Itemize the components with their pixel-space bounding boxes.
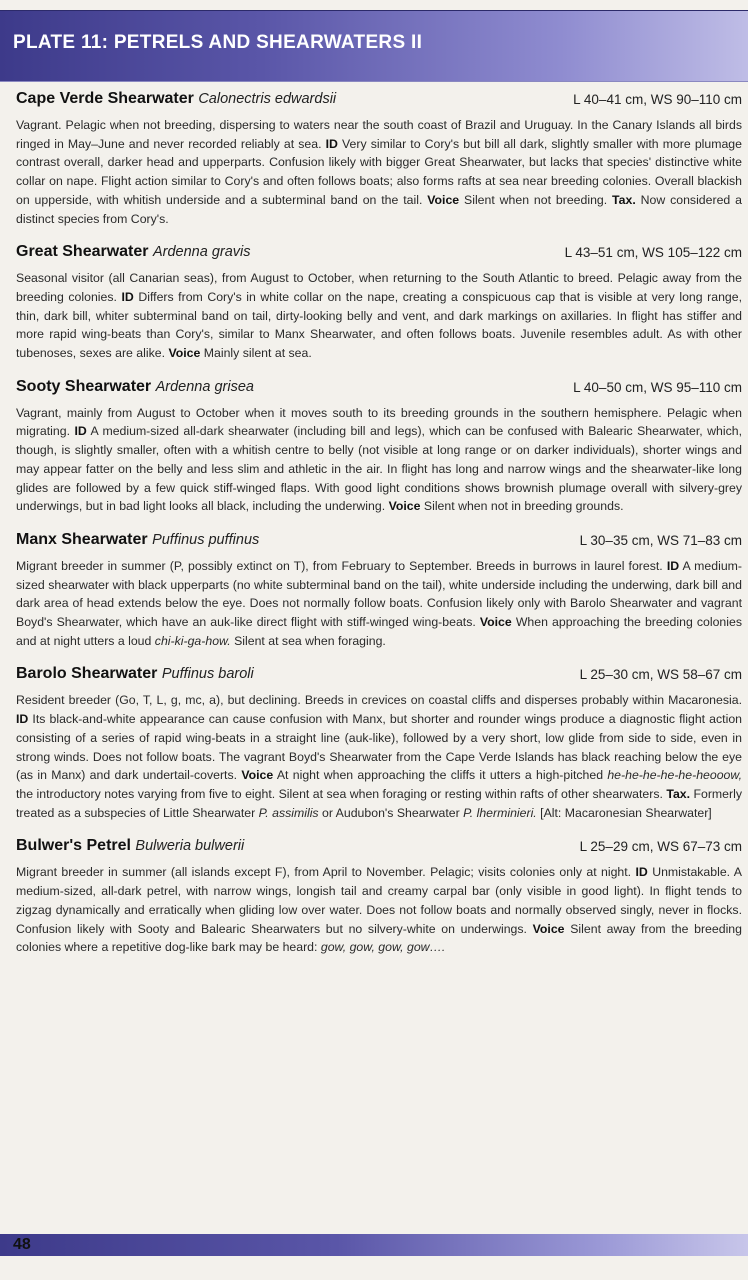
- species-entry-bulwers-petrel: [16, 837, 742, 957]
- status-text: Resident breeder (Go, T, L, g, mc, a), but declining. Breeds in crevices on coastal cliffs and disperses probably within Macaronesia.: [16, 693, 742, 708]
- id-label: ID: [74, 424, 87, 439]
- voice-text: Silent away from the breeding colonies where a repetitive dog-like bark may be heard:: [16, 921, 742, 955]
- voice-call: he-he-he-he-he-heooow,: [607, 768, 743, 783]
- species-heading: [16, 837, 742, 859]
- species-measurements: L 25–30 cm, WS 58–67 cm: [579, 667, 742, 683]
- tax-label: Tax.: [666, 786, 691, 801]
- id-text: Unmistakable. A medium-sized, all-dark petrel, with narrow wings, longish tail and creamy carpal bar (only visible in good light). In flight tends to zigzag dynamically and erratically when gliding low over water. Does not follow boats and normally observed singly, never in flocks. Confusion likely with Sooty and Balearic Shearwaters but no silvery-white on underwings.: [16, 865, 743, 936]
- tax-label: Tax.: [612, 192, 636, 207]
- status-text: Migrant breeder in summer (P, possibly extinct on T), from February to September. Breeds in burrows in laurel forest.: [16, 558, 663, 573]
- species-scientific-name: Ardenna gravis: [152, 244, 251, 261]
- plate-title: PLATE 11: PETRELS AND SHEARWATERS II: [13, 32, 423, 53]
- species-measurements: L 43–51 cm, WS 105–122 cm: [564, 245, 742, 261]
- species-entry-sooty-shearwater: [16, 378, 742, 516]
- voice-call: gow, gow, gow, gow….: [320, 940, 446, 955]
- species-heading: [16, 665, 742, 687]
- tax-text: Now considered a distinct species from Cory's.: [16, 192, 742, 226]
- tax-scientific-1: P. assimilis: [258, 805, 319, 820]
- species-scientific-name: Puffinus puffinus: [152, 531, 260, 548]
- species-entry-cape-verde-shearwater: [16, 90, 742, 228]
- species-measurements: L 40–50 cm, WS 95–110 cm: [573, 379, 742, 395]
- voice-text: Mainly silent at sea.: [203, 346, 312, 361]
- species-common-name: Manx Shearwater: [16, 530, 148, 548]
- species-scientific-name: Calonectris edwardsii: [198, 91, 337, 107]
- voice-text: When approaching the breeding colonies and at night utters a loud: [16, 615, 742, 648]
- species-common-name: Great Shearwater: [16, 243, 149, 261]
- species-measurements: L 40–41 cm, WS 90–110 cm: [573, 92, 742, 107]
- voice-label: Voice: [388, 499, 421, 514]
- voice-label: Voice: [241, 768, 274, 783]
- species-measurements: L 25–29 cm, WS 67–73 cm: [579, 839, 742, 855]
- id-text: Differs from Cory's in white collar on the nape, creating a conspicuous cap that is visible at very long range, thin, dark bill, whiter subterminal band on tail, dirty-looking belly and vent, and dark markings on axillaries. In flight has stiffer and more rapid wing-beats than Cory's, similar to Manx Shearwater, and often follows boats. Juvenile resembles adult. As with other tubenoses, sexes are alike.: [16, 289, 743, 361]
- species-description: [16, 557, 742, 651]
- voice-label: Voice: [168, 346, 201, 361]
- species-scientific-name: Ardenna grisea: [155, 378, 254, 395]
- species-common-name: Sooty Shearwater: [16, 377, 152, 395]
- species-entry-barolo-shearwater: [16, 665, 742, 822]
- voice-label: Voice: [427, 192, 460, 207]
- species-common-name: Bulwer's Petrel: [16, 837, 131, 855]
- voice-text: Silent when not in breeding grounds.: [423, 499, 624, 514]
- voice-label: Voice: [479, 615, 512, 630]
- species-entry-manx-shearwater: [16, 531, 742, 651]
- species-description: [16, 691, 742, 822]
- species-heading: [16, 378, 742, 400]
- status-text: Migrant breeder in summer (all islands except F), from April to November. Pelagic; visits colonies only at night.: [16, 865, 632, 880]
- species-description: [16, 116, 742, 228]
- species-scientific-name: Puffinus baroli: [161, 666, 254, 683]
- species-description: [16, 863, 742, 957]
- species-common-name: Barolo Shearwater: [16, 665, 158, 683]
- species-heading: [16, 531, 742, 553]
- voice-call: chi-ki-ga-how.: [154, 633, 231, 648]
- tax-scientific-2: P. lherminieri.: [463, 805, 537, 820]
- voice-text: Silent when not breeding.: [464, 192, 608, 207]
- status-text: Seasonal visitor (all Canarian seas), from August to October, when returning to the South Atlantic to breed. Pelagic away from the breeding colonies.: [16, 271, 742, 304]
- tax-alt-name: [Alt: Macaronesian Shearwater]: [540, 805, 712, 820]
- voice-text: At night when approaching the cliffs it utters a high-pitched: [276, 768, 604, 783]
- species-description: [16, 269, 742, 363]
- species-list: [16, 90, 742, 972]
- id-text: Its black-and-white appearance can cause confusion with Manx, but shorter and rounder wings produce a diagnostic flight action consisting of a series of rapid wing-beats in a straight line (auk-like), followed by a very short, low glide from side to side, even in strong winds. Does not follow boats. The vagrant Boyd's Shearwater from the Cape Verde Islands has black reaching below the eye (as in Manx) and dark undertail-coverts.: [16, 712, 742, 783]
- voice-label: Voice: [532, 921, 565, 936]
- footer-band: [0, 1234, 748, 1256]
- status-text: Vagrant, mainly from August to October when it moves south to its breeding grounds in the southern hemisphere. Pelagic when migrating.: [16, 405, 742, 439]
- id-label: ID: [121, 289, 134, 304]
- tax-text: Formerly treated as a subspecies of Little Shearwater: [16, 786, 742, 820]
- id-text: A medium-sized shearwater with black upperparts (no white subterminal band on the tail), white underside including the underwing, dark bill and dark area of head extends below the eye. Does not normally follow boats. Confusion likely only with Barolo Shearwater and vagrant Boyd's Shearwater, which have an auk-like direct flight with stiff-winged wing-beats.: [16, 558, 742, 630]
- page-number: 48: [13, 1236, 31, 1253]
- voice-after: the introductory notes varying from five to eight. Silent at sea when foraging or resting within rafts of other shearwaters.: [16, 786, 663, 801]
- id-label: ID: [635, 865, 648, 880]
- tax-mid: or Audubon's Shearwater: [322, 805, 460, 820]
- voice-after: Silent at sea when foraging.: [234, 633, 386, 648]
- species-measurements: L 30–35 cm, WS 71–83 cm: [579, 532, 742, 548]
- id-label: ID: [325, 136, 338, 151]
- species-heading: [16, 243, 742, 265]
- species-description: [16, 404, 742, 516]
- id-text: A medium-sized all-dark shearwater (including bill and legs), which can be confused with Balearic Shearwater, which, though, is slightly smaller, often with a whitish centre to belly (not visible at long range or on darker individuals), shorter wings and may appear fatter on the belly and less slim and athletic in the air. In flight has long and narrow wings and the shearwater-like long glides are followed by a few quick stiff-winged flaps. With good light conditions shows brownish plumage overall with silvery-grey underwings, but in bad light looks all black, including the underwing.: [16, 424, 742, 514]
- species-common-name: Cape Verde Shearwater: [16, 90, 194, 107]
- id-text: Very similar to Cory's but bill all dark, slightly smaller with more plumage contrast overall, darker head and upperparts. Confusion likely with bigger Great Shearwater, but lacks that species' distinctive white collar on nape. Flight action similar to Cory's and often follows boats; also forms rafts at sea near breeding colonies. Overall blackish on upperside, with whitish underside and a subterminal band on the tail.: [16, 136, 742, 207]
- species-heading: [16, 90, 742, 112]
- species-entry-great-shearwater: [16, 243, 742, 363]
- id-label: ID: [666, 558, 680, 573]
- status-text: Vagrant. Pelagic when not breeding, dispersing to waters near the south coast of Brazil and Uruguay. In the Canary Islands all birds ringed in May–June and never recorded reliably at sea.: [16, 118, 742, 151]
- id-label: ID: [16, 712, 29, 727]
- species-scientific-name: Bulweria bulwerii: [135, 838, 245, 855]
